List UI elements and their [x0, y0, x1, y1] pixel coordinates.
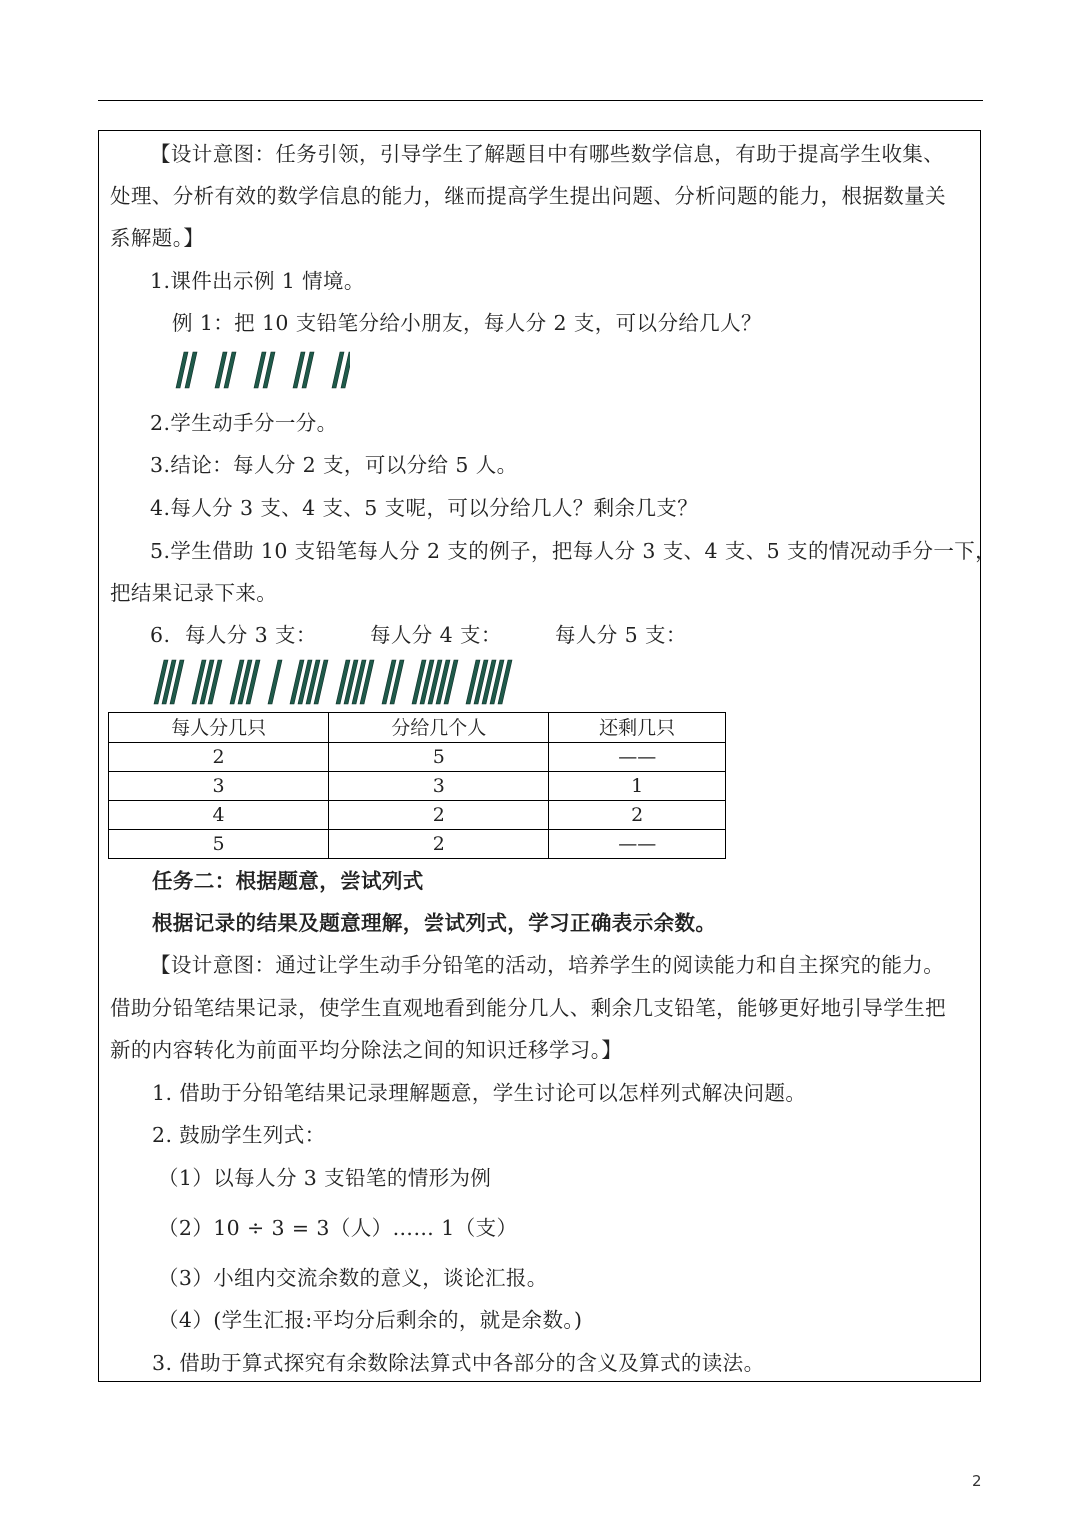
step-b-2: 2. 鼓励学生列式： [152, 1123, 326, 1147]
pencil-group-division [150, 658, 580, 708]
pencil-drawing-groups [150, 658, 580, 708]
step-b-1: 1. 借助于分铅笔结果记录理解题意，学生讨论可以怎样列式解决问题。 [152, 1081, 807, 1105]
table-cell: 4 [109, 801, 329, 830]
table-cell: 1 [549, 772, 726, 801]
step-6-label-4: 每人分 4 支： [370, 623, 502, 647]
table-cell: 3 [109, 772, 329, 801]
header-rule [98, 100, 983, 101]
sub-step-4: （4）(学生汇报:平均分后剩余的，就是余数。) [158, 1308, 583, 1332]
step-6-label-5: 每人分 5 支： [555, 623, 687, 647]
table-row [109, 772, 726, 801]
table-cell: 3 [329, 772, 549, 801]
table-row [109, 830, 726, 859]
design-intent-1-line-2: 处理、分析有效的数学信息的能力，继而提高学生提出问题、分析问题的能力，根据数量关 [110, 184, 946, 208]
example-1: 例 1：把 10 支铅笔分给小朋友，每人分 2 支，可以分给几人？ [172, 311, 762, 335]
step-4: 4.每人分 3 支、4 支、5 支呢，可以分给几人？剩余几支？ [150, 496, 699, 520]
table-cell: 2 [109, 743, 329, 772]
design-intent-2-line-3: 新的内容转化为前面平均分除法之间的知识迁移学习。】 [110, 1038, 623, 1062]
col-header-per-person: 每人分几只 [109, 713, 329, 743]
page-number: 2 [972, 1472, 982, 1490]
step-5-line-1: 5.学生借助 10 支铅笔每人分 2 支的例子，把每人分 3 支、4 支、5 支的情况动手分一下， [150, 539, 997, 563]
pencil-stroke [268, 660, 282, 704]
step-b-3: 3. 借助于算式探究有余数除法算式中各部分的含义及算式的读法。 [152, 1351, 765, 1375]
step-1: 1.课件出示例 1 情境。 [150, 269, 365, 293]
step-6-label-3: 每人分 3 支： [185, 623, 317, 647]
task-2-subtitle: 根据记录的结果及题意理解，尝试列式，学习正确表示余数。 [152, 911, 717, 935]
table-cell: 2 [549, 801, 726, 830]
design-intent-1-line-3: 系解题。】 [110, 226, 205, 250]
design-intent-2-line-2: 借助分铅笔结果记录，使学生直观地看到能分几人、剩余几支铅笔，能够更好地引导学生把 [110, 996, 946, 1020]
step-3: 3.结论：每人分 2 支，可以分给 5 人。 [150, 453, 518, 477]
sub-step-1: （1）以每人分 3 支铅笔的情形为例 [158, 1166, 492, 1190]
result-table [108, 712, 726, 859]
table-cell: 2 [329, 830, 549, 859]
sub-step-2-equation: （2）10 ÷ 3 = 3（人）…… 1（支） [158, 1216, 518, 1240]
pencil-drawing-10 [170, 350, 350, 394]
table-cell: 5 [109, 830, 329, 859]
design-intent-2-line-1: 【设计意图：通过让学生动手分铅笔的活动，培养学生的阅读能力和自主探究的能力。 [150, 953, 945, 977]
pencil-group-example [170, 350, 350, 394]
col-header-remainder: 还剩几只 [549, 713, 726, 743]
table-cell: —— [549, 830, 726, 859]
table-cell: 2 [329, 801, 549, 830]
table-cell: 5 [329, 743, 549, 772]
task-2-title: 任务二：根据题意，尝试列式 [152, 869, 424, 893]
table-header-row [109, 713, 726, 743]
table-row [109, 801, 726, 830]
step-5-line-2: 把结果记录下来。 [110, 581, 278, 605]
design-intent-1-line-1: 【设计意图：任务引领，引导学生了解题目中有哪些数学信息，有助于提高学生收集、 [150, 142, 945, 166]
col-header-people: 分给几个人 [329, 713, 549, 743]
table-cell: —— [549, 743, 726, 772]
step-6-number: 6. [150, 623, 171, 647]
table-row [109, 743, 726, 772]
sub-step-3: （3）小组内交流余数的意义，谈论汇报。 [158, 1266, 548, 1290]
step-2: 2.学生动手分一分。 [150, 411, 338, 435]
